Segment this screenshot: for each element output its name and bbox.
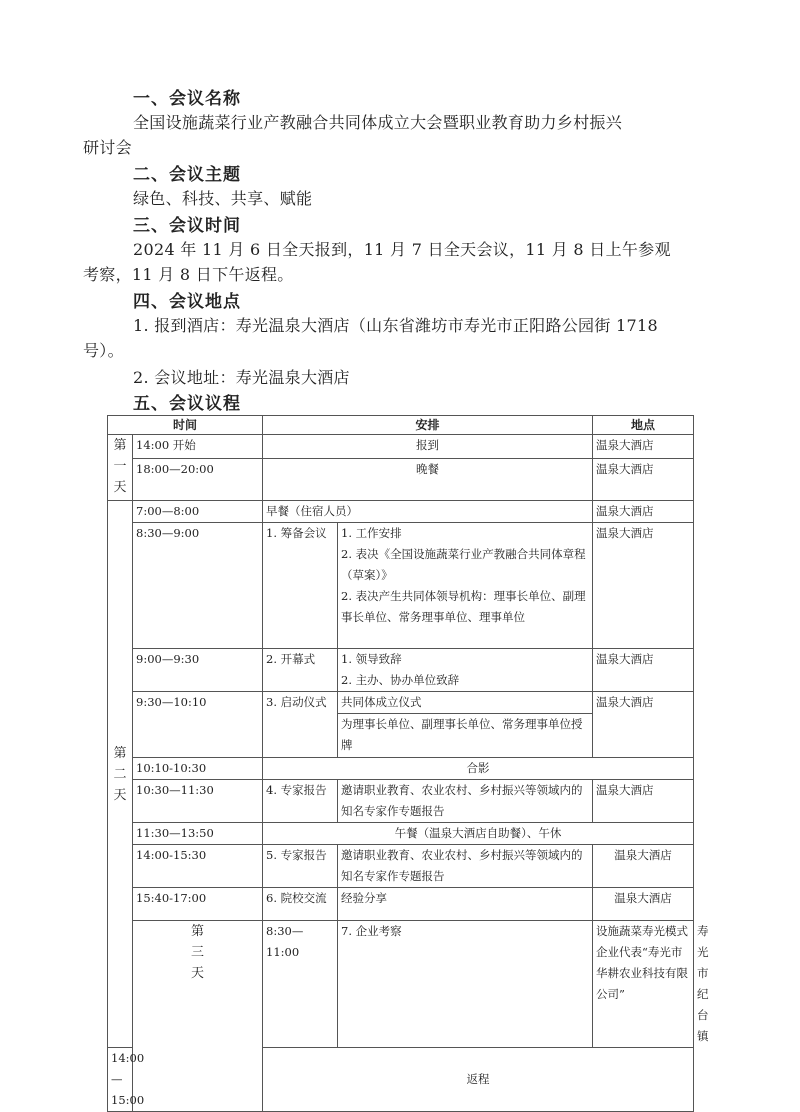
day-1-label: 第一天: [113, 438, 127, 495]
session-cell: 5. 专家报告: [263, 845, 338, 888]
content-cell: 邀请职业教育、农业农村、乡村振兴等领域内的知名专家作专题报告: [338, 780, 593, 823]
header-time: 时间: [108, 416, 263, 435]
table-row: [108, 692, 694, 758]
time-cell: 18:00—20:00: [133, 459, 263, 501]
table-row: [108, 845, 694, 888]
day-3-cell: [133, 921, 263, 1112]
content-cell: 经验分享: [338, 888, 593, 921]
day-1-cell: [108, 435, 133, 501]
content-cell: [338, 523, 593, 649]
session-cell: 2. 开幕式: [263, 649, 338, 692]
header-location: 地点: [593, 416, 694, 435]
arrangement-cell: 午餐（温泉大酒店自助餐）、午休: [263, 823, 694, 845]
location-cell: 温泉大酒店: [593, 845, 694, 888]
list-item: 共同体成立仪式: [338, 692, 592, 714]
meeting-name-line2: 研讨会: [83, 138, 132, 157]
time-cell: 7:00—8:00: [133, 501, 263, 523]
section-5-heading: 五、会议议程: [133, 394, 241, 414]
list-item: 1. 工作安排: [341, 526, 402, 540]
section-2-heading: 二、会议主题: [133, 165, 241, 185]
content-cell: [338, 649, 593, 692]
location-cell: 温泉大酒店: [593, 523, 694, 649]
location-cell: 温泉大酒店: [593, 649, 694, 692]
venue-item1-line2: 号）。: [83, 341, 124, 360]
time-cell: 15:40-17:00: [133, 888, 263, 921]
time-cell: 9:00—9:30: [133, 649, 263, 692]
list-item: 2. 表决产生共同体领导机构：理事长单位、副理事长单位、常务理事单位、理事单位: [341, 589, 586, 624]
location-cell: 温泉大酒店: [593, 692, 694, 758]
meeting-theme: 绿色、科技、共享、赋能: [133, 189, 313, 208]
session-cell: 1. 筹备会议: [263, 523, 338, 649]
section-3-heading: 三、会议时间: [133, 216, 241, 236]
venue-item1-line1: 1. 报到酒店：寿光温泉大酒店（山东省潍坊市寿光市正阳路公园街 1718: [133, 316, 658, 335]
table-header-row: [108, 416, 694, 435]
table-row: [108, 435, 694, 459]
time-cell: 9:30—10:10: [133, 692, 263, 758]
time-cell: 14:00-15:30: [133, 845, 263, 888]
arrangement-cell: 晚餐: [263, 459, 593, 501]
session-cell: 3. 启动仪式: [263, 692, 338, 758]
content-cell: 设施蔬菜寿光模式企业代表“寿光市华耕农业科技有限公司”: [593, 921, 694, 1048]
list-item: 为理事长单位、副理事长单位、常务理事单位授牌: [341, 717, 583, 752]
agenda-table: [107, 415, 709, 1112]
day-3-label: 第三天: [190, 924, 204, 981]
location-cell: 温泉大酒店: [593, 435, 694, 459]
content-cell: [338, 692, 593, 758]
table-row: [108, 780, 694, 823]
time-cell: 11:30—13:50: [133, 823, 263, 845]
time-cell: 10:10-10:30: [133, 758, 263, 780]
arrangement-cell: 合影: [263, 758, 694, 780]
location-cell: 温泉大酒店: [593, 780, 694, 823]
table-row: [108, 823, 694, 845]
location-cell: 温泉大酒店: [593, 501, 694, 523]
time-cell: 10:30—11:30: [133, 780, 263, 823]
list-item: 2. 表决《全国设施蔬菜行业产教融合共同体章程（草案）》: [341, 547, 586, 582]
location-cell: 温泉大酒店: [593, 888, 694, 921]
location-cell: 温泉大酒店: [593, 459, 694, 501]
arrangement-cell: 报到: [263, 435, 593, 459]
arrangement-cell: 早餐（住宿人员）: [263, 501, 593, 523]
session-cell: 6. 院校交流: [263, 888, 338, 921]
list-item: 2. 主办、协办单位致辞: [341, 673, 460, 687]
time-cell: 8:30—11:00: [263, 921, 338, 1048]
section-4-heading: 四、会议地点: [133, 292, 241, 312]
session-cell: 7. 企业考察: [338, 921, 593, 1048]
day-2-label: 第二天: [113, 745, 127, 803]
table-row: [108, 459, 694, 501]
meeting-name-line1: 全国设施蔬菜行业产教融合共同体成立大会暨职业教育助力乡村振兴: [133, 113, 623, 132]
list-item: 1. 领导致辞: [341, 652, 402, 666]
arrangement-cell: 返程: [263, 1048, 694, 1112]
time-cell: 8:30—9:00: [133, 523, 263, 649]
table-row: [108, 758, 694, 780]
meeting-time-line2: 考察，11 月 8 日下午返程。: [83, 265, 294, 284]
day-2-cell: [108, 501, 133, 1048]
table-row: [108, 523, 694, 649]
time-cell: 14:00 开始: [133, 435, 263, 459]
venue-item2: 2. 会议地址：寿光温泉大酒店: [133, 368, 350, 387]
table-row: [108, 501, 694, 523]
session-cell: 4. 专家报告: [263, 780, 338, 823]
time-cell: 14:00—15:00: [108, 1048, 133, 1112]
section-1-heading: 一、会议名称: [133, 89, 241, 109]
content-cell: 邀请职业教育、农业农村、乡村振兴等领域内的知名专家作专题报告: [338, 845, 593, 888]
header-arrangement: 安排: [263, 416, 593, 435]
table-row: [108, 649, 694, 692]
table-row: [108, 888, 694, 921]
meeting-time-line1: 2024 年 11 月 6 日全天报到，11 月 7 日全天会议，11 月 8 日上午参观: [133, 240, 671, 259]
table-row: 第三天 8:30—11:00 7. 企业考察 设施蔬菜寿光模式企业代表“寿光市华耕农业科技有限公司” 寿光市纪台镇: [108, 921, 694, 1048]
